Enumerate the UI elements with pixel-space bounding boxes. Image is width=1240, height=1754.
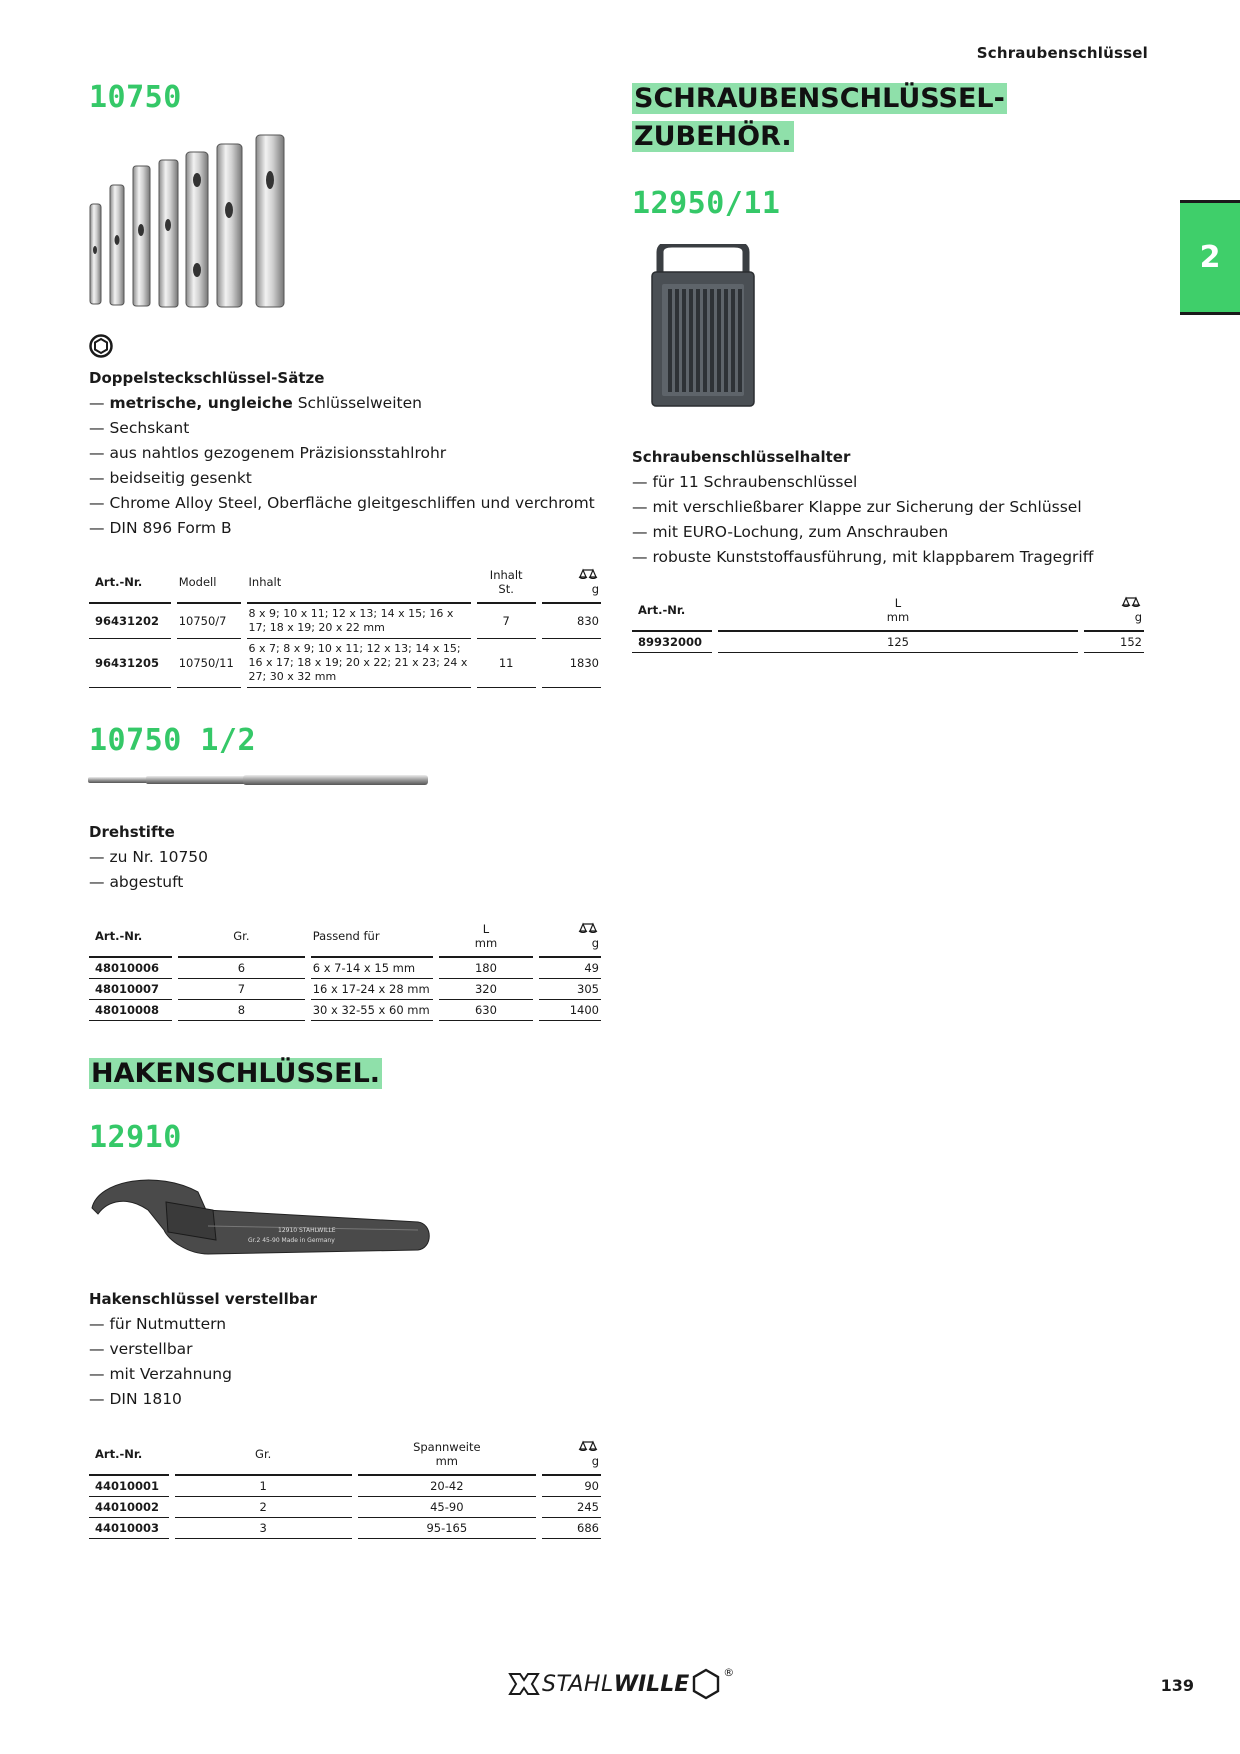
product-title: Hakenschlüssel verstellbar: [89, 1290, 317, 1308]
table-row: 48010008 8 30 x 32-55 x 60 mm 630 1400: [89, 1000, 601, 1021]
col-art: Art.-Nr.: [89, 564, 171, 604]
feature-item: — abgestuft: [89, 870, 629, 895]
product-block-halter: [632, 448, 1192, 570]
spec-table-hakenschluessel: Art.-Nr. Gr. Spannweite mm g 44010001 1 20-42 90 44010002 2 45-90 245 44010003 3 95-165 686: [83, 1436, 607, 1539]
table-row: 48010007 7 16 x 17-24 x 28 mm 320 305: [89, 979, 601, 1000]
product-title: Schraubenschlüsselhalter: [632, 448, 851, 466]
wrench-logo-icon: [506, 1666, 542, 1702]
table-row: 89932000 125 152: [632, 632, 1144, 653]
page-number: 139: [1160, 1676, 1194, 1695]
product-number-10750: 10750: [89, 80, 182, 115]
feature-item: — mit Verzahnung: [89, 1362, 629, 1387]
feature-item: — verstellbar: [89, 1337, 629, 1362]
spec-table-halter: Art.-Nr. L mm g 89932000 125 152: [626, 592, 1150, 653]
hexagon-icon: [89, 334, 113, 362]
svg-text:12910 STAHLWILLE: 12910 STAHLWILLE: [278, 1227, 336, 1234]
product-image-drehstift: [88, 772, 428, 792]
feature-item: — DIN 1810: [89, 1387, 629, 1412]
product-image-10750: [86, 130, 296, 314]
product-title: Drehstifte: [89, 823, 175, 841]
category-heading-zubehoer: SCHRAUBENSCHLÜSSEL- ZUBEHÖR.: [634, 83, 1005, 152]
feature-item: — metrische, ungleiche Schlüsselweiten: [89, 391, 629, 416]
product-image-hakenschluessel: [88, 1170, 433, 1264]
product-image-halter: [648, 244, 758, 413]
table-row: 44010003 3 95-165 686: [89, 1518, 601, 1539]
col-modell: Modell: [177, 564, 241, 604]
table-row: 96431202 10750/7 8 x 9; 10 x 11; 12 x 13; 14 x 15; 16 x 17; 18 x 19; 20 x 22 mm 7 830: [89, 604, 601, 639]
spec-table-drehstifte: Art.-Nr. Gr. Passend für L mm g 48010006 6 6 x 7-14 x 15 mm 180 49 48010007 7 16 x 17-24 x 28 mm 320 305 48010008 8 30 x 32-55 x 60 mm 630 1400: [83, 918, 607, 1021]
table-row: 48010006 6 6 x 7-14 x 15 mm 180 49: [89, 958, 601, 979]
table-row: 96431205 10750/11 6 x 7; 8 x 9; 10 x 11; 12 x 13; 14 x 15; 16 x 17; 18 x 19; 20 x 22; 21 x 23; 24 x 27; 30 x 32 mm 11 1830: [89, 639, 601, 688]
col-count: Inhalt St.: [477, 564, 536, 604]
col-inhalt: Inhalt: [247, 564, 471, 604]
scale-icon: [544, 1439, 599, 1454]
feature-item: — Sechskant: [89, 416, 629, 441]
product-number-12910: 12910: [89, 1120, 182, 1155]
feature-item: — für 11 Schraubenschlüssel: [632, 470, 1192, 495]
feature-item: — für Nutmuttern: [89, 1312, 629, 1337]
section-label: Schraubenschlüssel: [976, 44, 1148, 62]
feature-item: — DIN 896 Form B: [89, 516, 629, 541]
spec-table-10750: [83, 564, 607, 688]
feature-list: [89, 845, 629, 895]
feature-item: — aus nahtlos gezogenem Präzisionsstahlrohr: [89, 441, 629, 466]
category-heading-hakenschluessel: HAKENSCHLÜSSEL.: [91, 1058, 381, 1089]
feature-item: — mit verschließbarer Klappe zur Sicherung der Schlüssel: [632, 495, 1192, 520]
product-number-10750-half: 10750 1/2: [89, 723, 257, 758]
col-weight: g: [542, 564, 601, 604]
svg-text:Gr.2 45-90 Made in Germany: Gr.2 45-90 Made in Germany: [248, 1237, 335, 1244]
scale-icon: [1086, 595, 1142, 610]
product-block-hakenschluessel: [89, 1290, 629, 1412]
table-row: 44010002 2 45-90 245: [89, 1497, 601, 1518]
scale-icon: [541, 921, 599, 936]
feature-list: [89, 1312, 629, 1412]
feature-item: — zu Nr. 10750: [89, 845, 629, 870]
feature-item: — beidseitig gesenkt: [89, 466, 629, 491]
chapter-tab[interactable]: 2: [1180, 200, 1240, 315]
scale-icon: [544, 567, 599, 582]
feature-item: — robuste Kunststoffausführung, mit klappbarem Tragegriff: [632, 545, 1192, 570]
table-row: 44010001 1 20-42 90: [89, 1476, 601, 1497]
feature-list: [89, 391, 629, 541]
feature-list: [632, 470, 1192, 570]
product-number-12950-11: 12950/11: [632, 186, 781, 221]
brand-logo: STAHL WILLE ®: [506, 1666, 734, 1702]
hex-logo-icon: [689, 1667, 723, 1701]
product-block-drehstifte: [89, 823, 629, 895]
product-block-10750: [89, 369, 629, 541]
feature-item: — Chrome Alloy Steel, Oberfläche gleitgeschliffen und verchromt: [89, 491, 629, 516]
product-title: Doppelsteckschlüssel-Sätze: [89, 369, 325, 387]
feature-item: — mit EURO-Lochung, zum Anschrauben: [632, 520, 1192, 545]
